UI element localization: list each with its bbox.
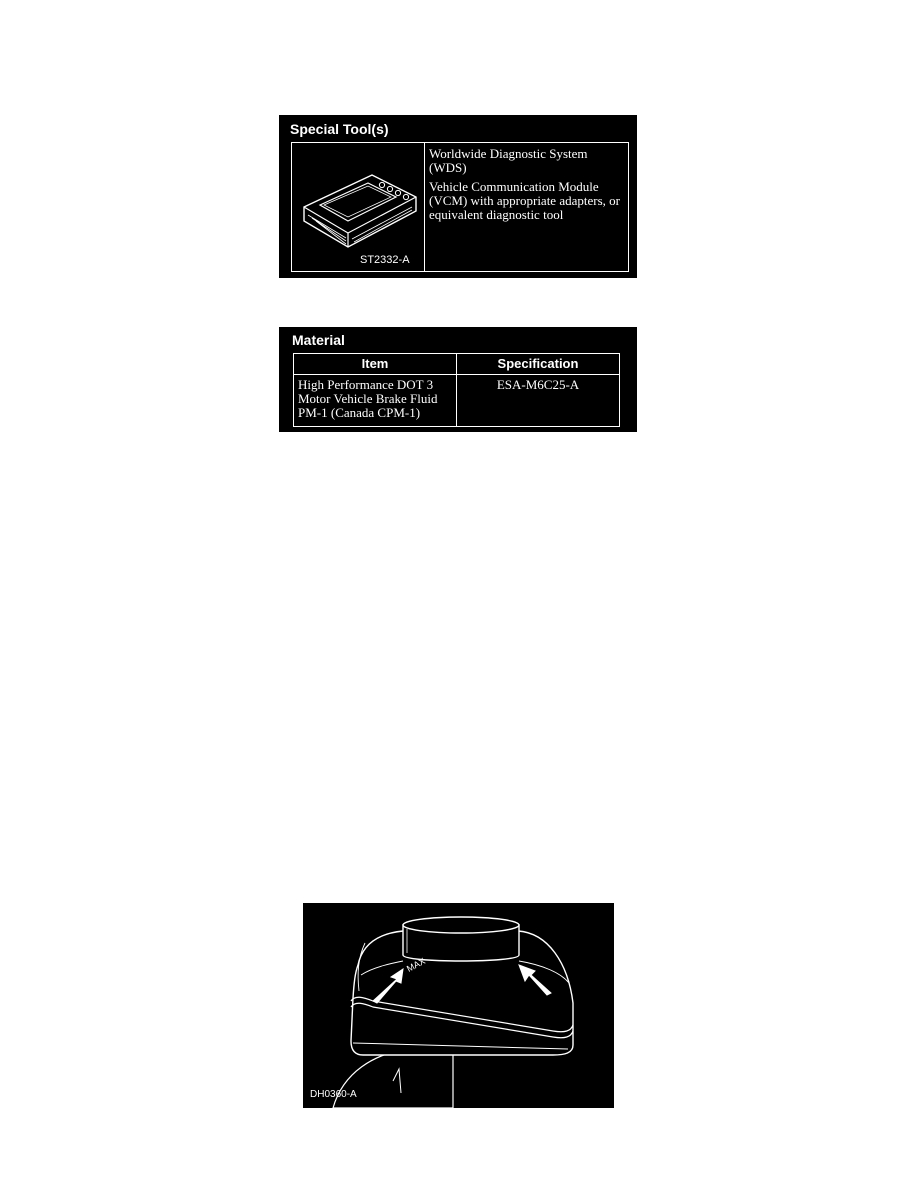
material-item-cell: High Performance DOT 3 Motor Vehicle Brake Fluid PM-1 (Canada CPM-1) xyxy=(294,375,457,427)
material-title: Material xyxy=(292,332,345,348)
special-tools-box xyxy=(291,142,629,272)
figure-code: DH0360-A xyxy=(310,1089,357,1100)
material-table xyxy=(293,353,620,427)
tool-description xyxy=(429,147,624,227)
tool-desc-vcm: Vehicle Communication Module (VCM) with appropriate adapters, or equivalent diagnostic tool xyxy=(429,179,620,222)
tool-divider xyxy=(424,143,425,271)
reservoir-drawing xyxy=(303,903,614,1108)
special-tools-title: Special Tool(s) xyxy=(290,121,389,137)
tool-desc-wds: Worldwide Diagnostic System (WDS) xyxy=(429,146,588,175)
material-header-specification: Specification xyxy=(457,354,620,375)
special-tools-panel xyxy=(279,115,637,278)
max-level-label: MAX xyxy=(405,955,427,974)
material-header-row xyxy=(294,354,620,375)
material-header-item: Item xyxy=(294,354,457,375)
tool-part-code: ST2332-A xyxy=(360,254,410,266)
material-panel xyxy=(279,327,637,432)
material-spec-cell: ESA-M6C25-A xyxy=(457,375,620,427)
table-row xyxy=(294,375,620,427)
brake-reservoir-illustration xyxy=(303,903,614,1108)
diagnostic-tool-illustration xyxy=(298,155,420,255)
